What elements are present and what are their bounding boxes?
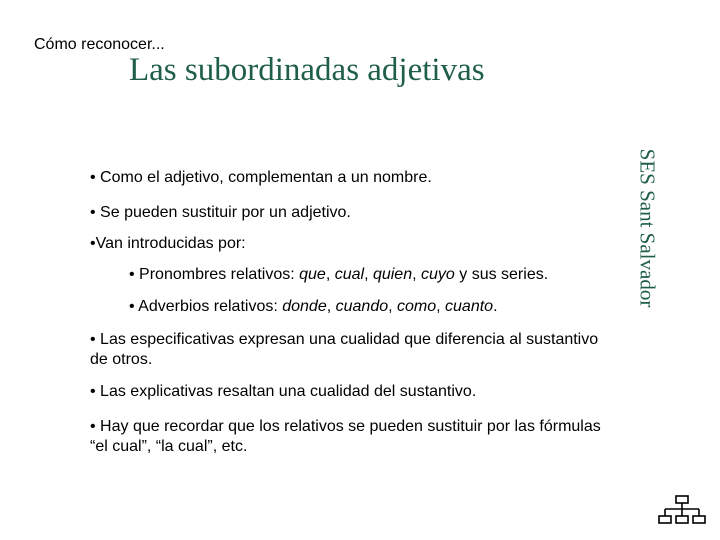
bullet-reminder: • Hay que recordar que los relativos se pueden sustituir por las fórmulas “el cual”, “la cual”, etc. (90, 418, 601, 455)
word: cuyo (421, 266, 455, 283)
text: y sus series. (454, 266, 549, 283)
text: • Pronombres relativos: (129, 266, 300, 283)
bullet-specificative: • Las especificativas expresan una cualidad que diferencia al sustantivo de otros. (90, 331, 599, 368)
hierarchy-tree-icon[interactable] (656, 494, 708, 526)
text: . (493, 298, 498, 315)
bullet-adjective-role: • Como el adjetivo, complementan a un nombre. (90, 169, 432, 186)
bullet-introduced-by: •Van introducidas por: (90, 235, 246, 252)
school-name: SES Sant Salvador (635, 148, 660, 308)
word: cuanto (445, 298, 494, 315)
word: que (299, 266, 326, 283)
sep: , (412, 266, 421, 283)
sep: , (436, 298, 446, 315)
slide-title: Las subordinadas adjetivas (129, 52, 485, 88)
word: donde (282, 298, 327, 315)
word: quien (372, 266, 413, 283)
bullet-relative-pronouns (129, 265, 548, 285)
word: como (397, 298, 437, 315)
bullet-substitution: • Se pueden sustituir por un adjetivo. (90, 204, 351, 221)
sep: , (326, 298, 336, 315)
sep: , (325, 266, 335, 283)
sep: , (364, 266, 373, 283)
text: • Adverbios relativos: (129, 298, 283, 315)
bullet-relative-adverbs (129, 297, 498, 317)
word: cuando (335, 298, 389, 315)
sep: , (388, 298, 398, 315)
section-subtitle: Cómo reconocer... (34, 36, 165, 53)
bullet-explicative: • Las explicativas resaltan una cualidad del sustantivo. (90, 383, 477, 400)
word: cual (334, 266, 365, 283)
